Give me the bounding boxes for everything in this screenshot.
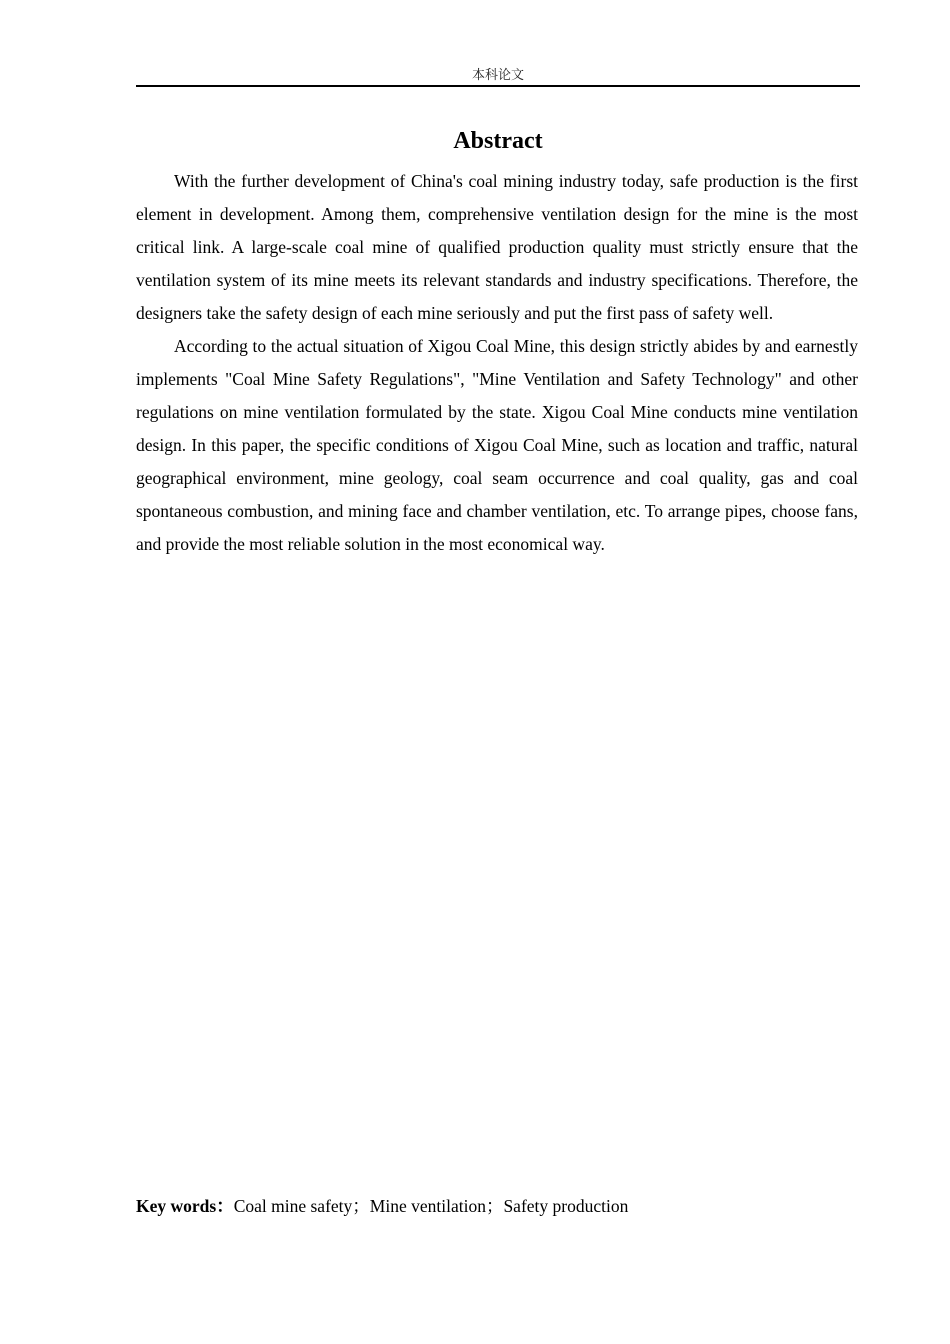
keyword-item: Mine ventilation — [369, 1196, 486, 1216]
keyword-separator: ； — [352, 1196, 370, 1216]
running-header: 本科论文 — [471, 68, 524, 83]
abstract-body — [136, 165, 858, 561]
keywords-line — [136, 1192, 858, 1220]
keywords-label: Key words： — [136, 1196, 234, 1216]
abstract-title: Abstract — [453, 128, 543, 154]
abstract-paragraph-1: With the further development of China's coal mining industry today, safe production is the first element in development. Among them, comprehensive ventilation design for the mine is the most critical link. A large-scale coal mine of qualified production quality must strictly ensure that the ventilation system of its mine meets its relevant standards and industry specifications. Therefore, the designers take the safety design of each mine seriously and put the first pass of safety well. — [136, 171, 858, 323]
keyword-item: Coal mine safety — [233, 1196, 353, 1216]
abstract-paragraph-2: According to the actual situation of Xigou Coal Mine, this design strictly abides by and earnestly implements "Coal Mine Safety Regulations", "Mine Ventilation and Safety Technology" and other regulations on mine ventilation formulated by the state. Xigou Coal Mine conducts mine ventilation design. In this paper, the specific conditions of Xigou Coal Mine, such as location and traffic, natural geographical environment, mine geology, coal seam occurrence and coal quality, gas and coal spontaneous combustion, and mining face and chamber ventilation, etc. To arrange pipes, choose fans, and provide the most reliable solution in the most economical way. — [136, 336, 858, 554]
keyword-separator: ； — [485, 1196, 504, 1216]
keyword-item: Safety production — [503, 1196, 629, 1216]
header-rule — [136, 85, 860, 87]
